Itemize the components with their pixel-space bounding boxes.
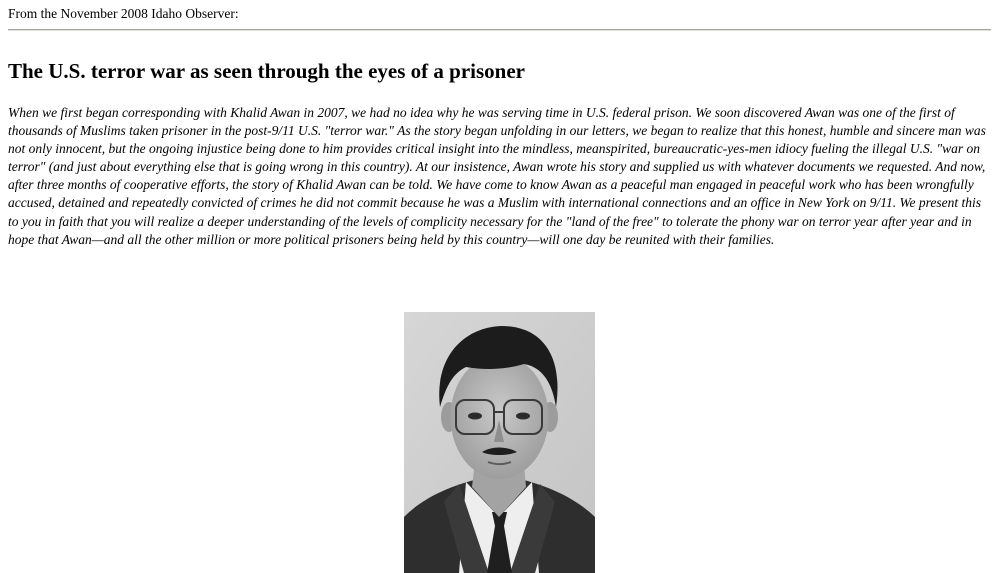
- article-headline: The U.S. terror war as seen through the eyes of a prisoner: [8, 59, 525, 83]
- portrait-illustration: [404, 312, 595, 573]
- article-intro: When we first began corresponding with Khalid Awan in 2007, we had no idea why he was serving time in U.S. federal prison. We soon discovered Awan was one of the first of thousands of Muslims taken prisoner in the post-9/11 U.S. "terror war." As the story began unfolding in our letters, we began to realize that this honest, humble and sincere man was not only innocent, but the ongoing injustice being done to him provides critical insight into the mindless, meanspirited, bureaucratic-yes-men idiocy fueling the illegal U.S. "war on terror" (and just about everything else that is going wrong in this country). At our insistence, Awan wrote his story and supplied us with whatever documents we requested. And now, after three months of cooperative efforts, the story of Khalid Awan can be told. We have come to know Awan as a peaceful man engaged in peaceful work who has been wrongfully accused, detained and repeatedly convicted of crimes he did not commit because he was a Muslim with international connections and an office in New York on 9/11. We present this to you in faith that you will realize a deeper understanding of the levels of complicity necessary for the "land of the free" to tolerate the phony war on terror year after year and in hope that Awan—and all the other million or more political prisoners being held by this country—will one day be reunited with their families.: [8, 105, 986, 247]
- source-line: From the November 2008 Idaho Observer:: [8, 6, 239, 21]
- portrait-photo: [404, 312, 595, 573]
- horizontal-rule: [8, 29, 991, 31]
